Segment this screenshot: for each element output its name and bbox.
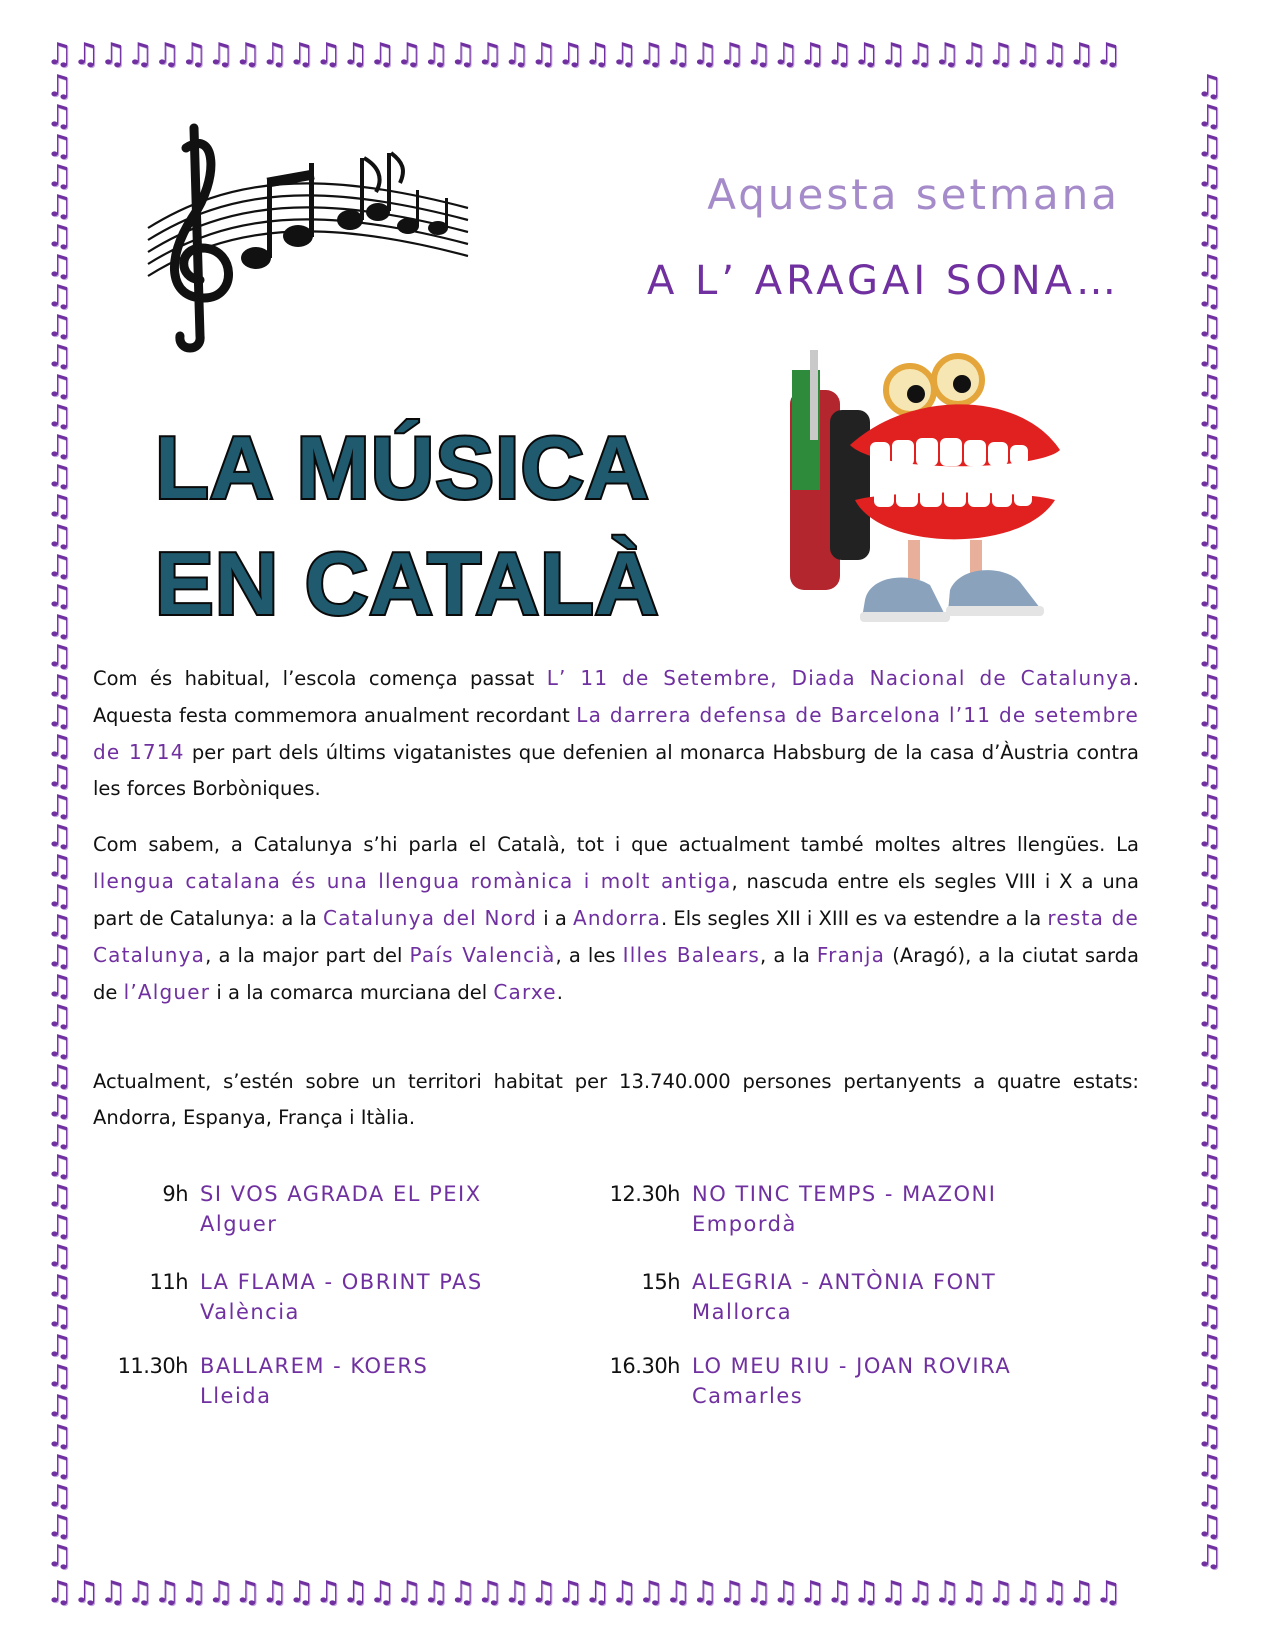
schedule-time: 15h [641,1270,680,1294]
highlighted-text: La darrera defensa de Barcelona l’11 de setembre de 1714 [93,703,1139,764]
schedule-item [592,1182,1052,1252]
schedule-item [100,1182,560,1252]
paragraph-diada: Com és habitual, l’escola comença passat L’ 11 de Setembre, Diada Nacional de Catalunya. Aquesta festa commemora anualment recordant La darrera defensa de Barcelona l’11 de setembre de 1714 per part dels últims vigatanistes que defenien al monarca Habsburg de la casa d’Àustria contra les forces Borbòniques. [93,666,1140,800]
highlighted-text: País Valencià [409,943,556,967]
schedule-item [100,1270,560,1340]
schedule-song: SI VOS AGRADA EL PEIX [200,1182,482,1206]
paragraph-territori: Actualment, s’estén sobre un territori habitat per 13.740.000 persones pertanyents a quatre estats: Andorra, Espanya, França i Itàlia. [93,1070,1139,1129]
schedule-song: NO TINC TEMPS - MAZONI [692,1182,997,1206]
schedule-place: Alguer [200,1212,278,1236]
music-note-border-right: ♫♫♫♫♫♫♫♫♫♫♫♫♫♫♫♫♫♫♫♫♫♫♫♫♫♫♫♫♫♫♫♫♫♫♫♫♫♫♫♫♫♫♫♫♫♫♫♫♫♫ [1196,72,1223,1574]
highlighted-text: llengua catalana és una llengua romànica i molt antiga [93,869,732,893]
main-title-line-1: LA MÚSICA [155,418,650,517]
highlighted-text: resta de Catalunya [93,906,1139,967]
highlighted-text: Carxe [493,980,557,1004]
highlighted-text: Franja [816,943,886,967]
page-subtitle: Aquesta setmana [707,170,1120,219]
schedule-place: Lleida [200,1384,272,1408]
schedule-song: ALEGRIA - ANTÒNIA FONT [692,1270,997,1294]
schedule-place: Mallorca [692,1300,793,1324]
main-title-line-2: EN CATALÀ [155,534,660,633]
music-note-border-left: ♫♫♫♫♫♫♫♫♫♫♫♫♫♫♫♫♫♫♫♫♫♫♫♫♫♫♫♫♫♫♫♫♫♫♫♫♫♫♫♫♫♫♫♫♫♫♫♫♫♫ [46,72,73,1574]
schedule-item [100,1354,560,1424]
schedule-place: Empordà [692,1212,797,1236]
music-staff-icon [138,108,488,358]
highlighted-text: Andorra [572,906,662,930]
schedule-place: Camarles [692,1384,804,1408]
highlighted-text: Illes Balears [622,943,761,967]
schedule-song: BALLAREM - KOERS [200,1354,429,1378]
chattering-teeth-mascot-icon [770,350,1100,650]
schedule-place: València [200,1300,300,1324]
highlighted-text: l’Alguer [123,980,211,1004]
music-note-border-bottom: ♫♫♫♫♫♫♫♫♫♫♫♫♫♫♫♫♫♫♫♫♫♫♫♫♫♫♫♫♫♫♫♫♫♫♫♫♫♫♫♫ [46,1578,1122,1610]
schedule-song: LA FLAMA - OBRINT PAS [200,1270,483,1294]
paragraph-llengua: Com sabem, a Catalunya s’hi parla el Català, tot i que actualment també moltes altres llengües. La llengua catalana és una llengua romànica i molt antiga, nascuda entre els segles VIII i X a una part de Catalunya: a la Catalunya del Nord i a Andorra. Els segles XII i XIII es va estendre a la resta de Catalunya, a la major part del País Valencià, a les Illes Balears, a la Franja (Aragó), a la ciutat sarda de l’Alguer i a la comarca murciana del Carxe. [93,833,1139,1004]
highlighted-text: L’ 11 de Setembre, Diada Nacional de Catalunya [546,666,1133,690]
music-note-border-top: ♫♫♫♫♫♫♫♫♫♫♫♫♫♫♫♫♫♫♫♫♫♫♫♫♫♫♫♫♫♫♫♫♫♫♫♫♫♫♫♫ [46,40,1122,72]
schedule-song: LO MEU RIU - JOAN ROVIRA [692,1354,1012,1378]
schedule-time: 12.30h [609,1182,680,1206]
schedule-time: 11h [149,1270,188,1294]
schedule-item [592,1270,1052,1340]
schedule-item [592,1354,1052,1424]
highlighted-text: Catalunya del Nord [323,906,538,930]
schedule-time: 9h [162,1182,188,1206]
schedule-time: 11.30h [117,1354,188,1378]
page-heading: A L’ ARAGAI SONA… [646,258,1120,304]
schedule-time: 16.30h [609,1354,680,1378]
